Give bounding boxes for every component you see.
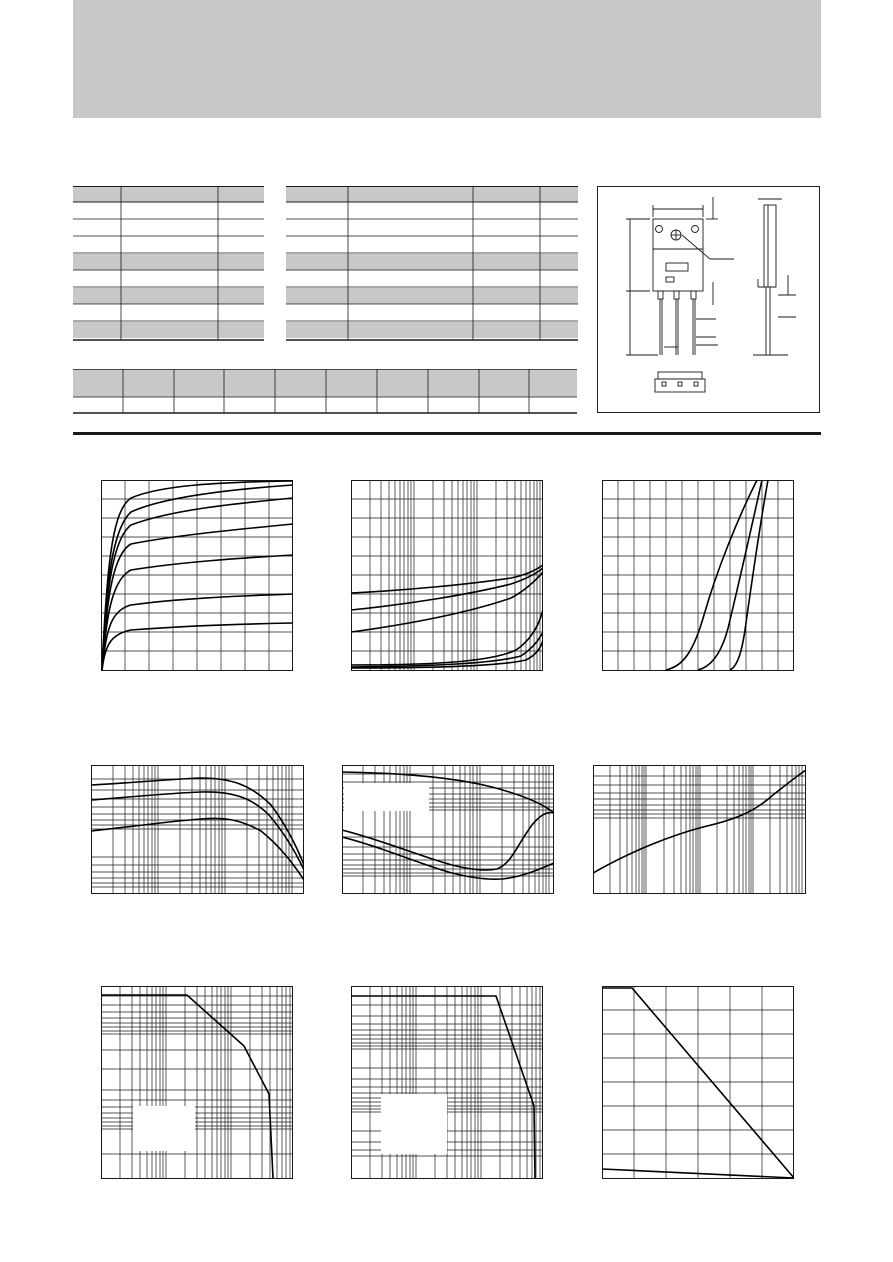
chart-transient-thermal [593, 765, 806, 894]
chart-ic-vce [101, 480, 293, 671]
section-divider [73, 432, 821, 435]
chart-hfe-ic [91, 765, 304, 894]
package-outline-drawing [598, 187, 819, 412]
electrical-characteristics-table [286, 186, 578, 342]
soa-2-legend-area [381, 1094, 447, 1154]
absolute-ratings-table [73, 186, 264, 342]
package-outline-box [597, 186, 820, 413]
chart-ic-vbe [602, 480, 794, 671]
chart-vce-sat [351, 480, 543, 671]
chart-pc-ta [602, 986, 794, 1179]
hfe-classification-table [73, 369, 577, 415]
soa-1-legend-area [133, 1106, 195, 1151]
header-band [73, 0, 821, 118]
chart-soa-1 [101, 986, 293, 1179]
switching-legend-area [344, 783, 429, 811]
chart-soa-2 [351, 986, 543, 1179]
chart-switching [342, 765, 554, 894]
